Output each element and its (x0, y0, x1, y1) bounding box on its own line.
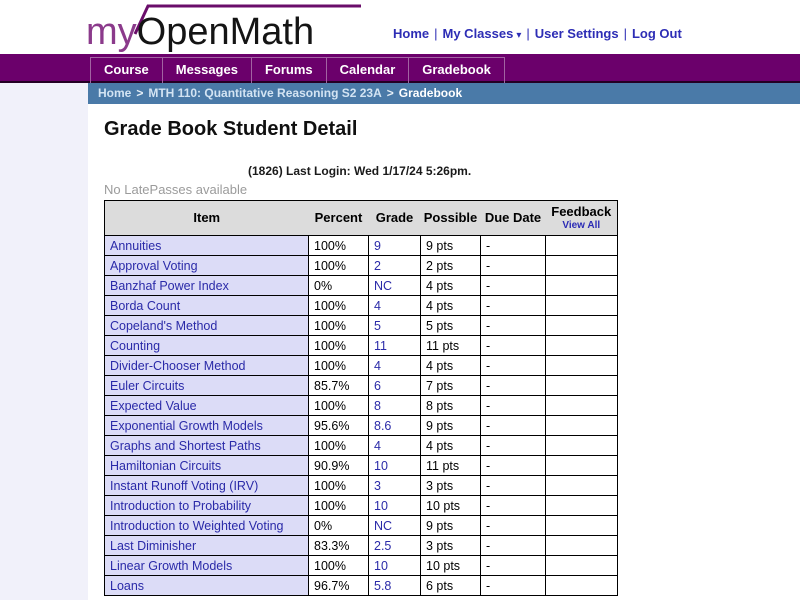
grade-link[interactable]: NC (374, 518, 393, 533)
breadcrumb-separator: > (386, 86, 394, 100)
feedback-cell (546, 416, 618, 436)
feedback-cell (546, 256, 618, 276)
col-header-due-date: Due Date (481, 201, 546, 236)
possible-cell: 9 pts (421, 416, 481, 436)
possible-cell: 4 pts (421, 276, 481, 296)
breadcrumb (88, 83, 800, 104)
table-row (105, 536, 618, 556)
feedback-cell (546, 316, 618, 336)
item-cell (105, 516, 309, 536)
item-link[interactable]: Hamiltonian Circuits (110, 458, 222, 473)
item-link[interactable]: Banzhaf Power Index (110, 278, 229, 293)
percent-cell: 100% (309, 556, 369, 576)
percent-cell: 0% (309, 276, 369, 296)
item-link[interactable]: Borda Count (110, 298, 181, 313)
logo-text-my: my (86, 11, 137, 53)
top-header (0, 0, 800, 54)
top-nav (393, 26, 682, 41)
grade-cell (369, 316, 421, 336)
grade-link[interactable]: 2.5 (374, 538, 392, 553)
item-link[interactable]: Divider-Chooser Method (110, 358, 246, 373)
grade-cell (369, 336, 421, 356)
item-link[interactable]: Linear Growth Models (110, 558, 233, 573)
due-date-cell: - (481, 516, 546, 536)
possible-cell: 9 pts (421, 236, 481, 256)
grade-link[interactable]: 8 (374, 398, 381, 413)
percent-cell: 100% (309, 236, 369, 256)
item-link[interactable]: Graphs and Shortest Paths (110, 438, 261, 453)
grade-link[interactable]: 5.8 (374, 578, 392, 593)
breadcrumb-course-link[interactable]: MTH 110: Quantitative Reasoning S2 23A (148, 86, 382, 100)
feedback-cell (546, 296, 618, 316)
course-menubar (0, 54, 800, 83)
table-row (105, 476, 618, 496)
tab-gradebook[interactable]: Gradebook (408, 57, 505, 83)
grade-link[interactable]: 2 (374, 258, 381, 273)
due-date-cell: - (481, 576, 546, 596)
feedback-cell (546, 516, 618, 536)
gradebook-table-body (105, 236, 618, 596)
nav-home-link[interactable]: Home (393, 26, 430, 41)
grade-link[interactable]: 8.6 (374, 418, 392, 433)
feedback-cell (546, 496, 618, 516)
breadcrumb-current-page: Gradebook (398, 86, 463, 100)
myopenmath-logo[interactable] (86, 1, 376, 58)
col-header-percent: Percent (309, 201, 369, 236)
view-all-link[interactable]: View All (562, 220, 601, 231)
grade-cell (369, 576, 421, 596)
grade-cell (369, 496, 421, 516)
grade-cell (369, 256, 421, 276)
feedback-cell (546, 536, 618, 556)
feedback-cell (546, 336, 618, 356)
item-cell (105, 536, 309, 556)
grade-link[interactable]: 11 (374, 338, 387, 353)
item-cell (105, 456, 309, 476)
due-date-cell: - (481, 336, 546, 356)
possible-cell: 8 pts (421, 396, 481, 416)
percent-cell: 100% (309, 496, 369, 516)
feedback-cell (546, 556, 618, 576)
nav-user-settings-link[interactable]: User Settings (534, 26, 619, 41)
percent-cell: 100% (309, 316, 369, 336)
item-cell (105, 276, 309, 296)
possible-cell: 7 pts (421, 376, 481, 396)
grade-cell (369, 536, 421, 556)
feedback-cell (546, 236, 618, 256)
grade-link[interactable]: 10 (374, 558, 388, 573)
grade-link[interactable]: 3 (374, 478, 381, 493)
percent-cell: 83.3% (309, 536, 369, 556)
grade-cell (369, 476, 421, 496)
due-date-cell: - (481, 396, 546, 416)
table-row (105, 376, 618, 396)
possible-cell: 11 pts (421, 456, 481, 476)
grade-link[interactable]: 6 (374, 378, 381, 393)
due-date-cell: - (481, 436, 546, 456)
feedback-cell (546, 436, 618, 456)
table-row (105, 516, 618, 536)
item-cell (105, 396, 309, 416)
grade-cell (369, 396, 421, 416)
tab-forums[interactable]: Forums (251, 57, 326, 83)
latepass-note: No LatePasses available (104, 182, 248, 197)
item-cell (105, 336, 309, 356)
grade-link[interactable]: 4 (374, 438, 381, 453)
percent-cell: 100% (309, 256, 369, 276)
possible-cell: 11 pts (421, 336, 481, 356)
due-date-cell: - (481, 416, 546, 436)
due-date-cell: - (481, 456, 546, 476)
grade-cell (369, 456, 421, 476)
possible-cell: 5 pts (421, 316, 481, 336)
feedback-cell (546, 356, 618, 376)
item-cell (105, 436, 309, 456)
grade-cell (369, 356, 421, 376)
item-link[interactable]: Introduction to Weighted Voting (110, 518, 284, 533)
grade-link[interactable]: 9 (374, 238, 381, 253)
item-link[interactable]: Last Diminisher (110, 538, 197, 553)
svg-text:myOpenMath (86, 11, 314, 53)
table-row (105, 496, 618, 516)
possible-cell: 4 pts (421, 296, 481, 316)
percent-cell: 100% (309, 356, 369, 376)
breadcrumb-separator: > (136, 86, 144, 100)
grade-cell (369, 516, 421, 536)
table-row (105, 436, 618, 456)
item-link[interactable]: Loans (110, 578, 145, 593)
possible-cell: 9 pts (421, 516, 481, 536)
percent-cell: 90.9% (309, 456, 369, 476)
table-row (105, 396, 618, 416)
item-cell (105, 356, 309, 376)
table-row (105, 296, 618, 316)
main-content (88, 104, 800, 600)
nav-log-out-link[interactable]: Log Out (631, 26, 682, 41)
breadcrumb-home-link[interactable]: Home (98, 86, 132, 100)
col-header-feedback (546, 201, 618, 236)
percent-cell: 100% (309, 476, 369, 496)
possible-cell: 3 pts (421, 536, 481, 556)
feedback-cell (546, 376, 618, 396)
due-date-cell: - (481, 276, 546, 296)
feedback-cell (546, 276, 618, 296)
table-row (105, 556, 618, 576)
possible-cell: 10 pts (421, 496, 481, 516)
gradebook-table (104, 200, 618, 596)
table-row (105, 576, 618, 596)
table-row (105, 356, 618, 376)
grade-link[interactable]: 10 (374, 458, 388, 473)
item-cell (105, 296, 309, 316)
percent-cell: 85.7% (309, 376, 369, 396)
left-margin-strip (0, 83, 88, 600)
percent-cell: 100% (309, 336, 369, 356)
possible-cell: 4 pts (421, 436, 481, 456)
item-cell (105, 496, 309, 516)
logo-text-openmath: OpenMath (136, 11, 315, 53)
due-date-cell: - (481, 376, 546, 396)
percent-cell: 100% (309, 396, 369, 416)
item-link[interactable]: Exponential Growth Models (110, 418, 263, 433)
item-cell (105, 476, 309, 496)
percent-cell: 100% (309, 436, 369, 456)
table-row (105, 416, 618, 436)
tab-messages[interactable]: Messages (162, 57, 251, 83)
feedback-cell (546, 576, 618, 596)
due-date-cell: - (481, 316, 546, 336)
possible-cell: 2 pts (421, 256, 481, 276)
grade-link[interactable]: 10 (374, 498, 388, 513)
possible-cell: 6 pts (421, 576, 481, 596)
item-cell (105, 236, 309, 256)
page-title: Grade Book Student Detail (104, 118, 358, 140)
grade-cell (369, 436, 421, 456)
col-header-item: Item (105, 201, 309, 236)
table-row (105, 276, 618, 296)
grade-link[interactable]: 4 (374, 298, 381, 313)
tab-course[interactable]: Course (90, 57, 162, 83)
table-row (105, 456, 618, 476)
item-link[interactable]: Copeland's Method (110, 318, 218, 333)
table-row (105, 336, 618, 356)
nav-separator: | (526, 26, 530, 41)
due-date-cell: - (481, 476, 546, 496)
percent-cell: 0% (309, 516, 369, 536)
nav-separator: | (434, 26, 438, 41)
item-link[interactable]: Counting (110, 338, 161, 353)
col-header-feedback-label: Feedback (551, 204, 612, 219)
item-cell (105, 416, 309, 436)
grade-cell (369, 416, 421, 436)
grade-cell (369, 296, 421, 316)
col-header-possible: Possible (421, 201, 481, 236)
possible-cell: 4 pts (421, 356, 481, 376)
nav-my-classes-link[interactable]: My Classes (442, 26, 514, 41)
item-cell (105, 556, 309, 576)
table-row (105, 316, 618, 336)
item-cell (105, 256, 309, 276)
student-info-line: (1826) Last Login: Wed 1/17/24 5:26pm. (248, 164, 472, 178)
item-cell (105, 376, 309, 396)
possible-cell: 3 pts (421, 476, 481, 496)
grade-link[interactable]: 4 (374, 358, 381, 373)
grade-link[interactable]: NC (374, 278, 393, 293)
item-link[interactable]: Instant Runoff Voting (IRV) (110, 478, 259, 493)
table-row (105, 256, 618, 276)
percent-cell: 100% (309, 296, 369, 316)
table-header-row (105, 201, 618, 236)
due-date-cell: - (481, 496, 546, 516)
percent-cell: 96.7% (309, 576, 369, 596)
due-date-cell: - (481, 536, 546, 556)
grade-cell (369, 236, 421, 256)
table-row (105, 236, 618, 256)
due-date-cell: - (481, 556, 546, 576)
item-link[interactable]: Euler Circuits (110, 378, 185, 393)
due-date-cell: - (481, 256, 546, 276)
feedback-cell (546, 396, 618, 416)
tab-calendar[interactable]: Calendar (326, 57, 409, 83)
feedback-cell (546, 456, 618, 476)
grade-cell (369, 376, 421, 396)
nav-separator: | (623, 26, 627, 41)
due-date-cell: - (481, 356, 546, 376)
item-link[interactable]: Approval Voting (110, 258, 198, 273)
item-link[interactable]: Annuities (110, 238, 162, 253)
item-cell (105, 576, 309, 596)
caret-down-icon[interactable]: ▾ (516, 30, 522, 41)
percent-cell: 95.6% (309, 416, 369, 436)
feedback-cell (546, 476, 618, 496)
grade-cell (369, 276, 421, 296)
due-date-cell: - (481, 236, 546, 256)
myopenmath-logo-svg (86, 1, 376, 53)
item-cell (105, 316, 309, 336)
possible-cell: 10 pts (421, 556, 481, 576)
col-header-grade: Grade (369, 201, 421, 236)
due-date-cell: - (481, 296, 546, 316)
item-link[interactable]: Introduction to Probability (110, 498, 252, 513)
grade-cell (369, 556, 421, 576)
grade-link[interactable]: 5 (374, 318, 381, 333)
item-link[interactable]: Expected Value (110, 398, 197, 413)
